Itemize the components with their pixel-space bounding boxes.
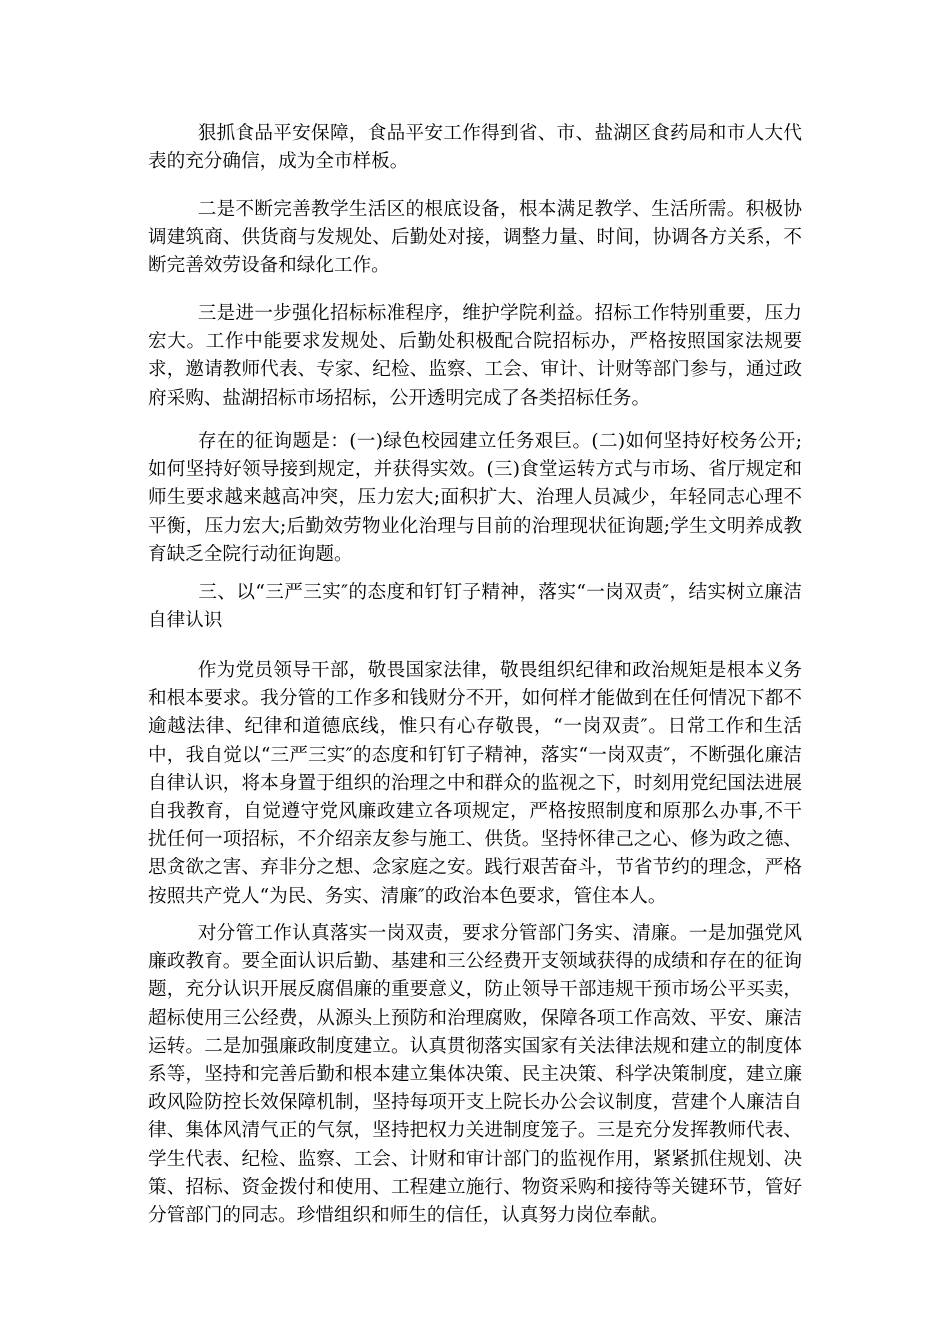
paragraph-food-safety: 狠抓食品平安保障，食品平安工作得到省、市、盐湖区食药局和市人大代表的充分确信，成为全市样板。 bbox=[148, 123, 802, 173]
paragraph-facilities: 二是不断完善教学生活区的根底设备，根本满足教学、生活所需。积极协调建筑商、供货商与发规处、后勤处对接，调整力量、时间，协调各方关系，不断完善效劳设备和绿化工作。 bbox=[148, 199, 802, 277]
paragraph-self-discipline: 作为党员领导干部，敬畏国家法律，敬畏组织纪律和政治规矩是根本义务和根本要求。我分管的工作多和钱财分不开，如何样才能做到在任何情况下都不逾越法律、纪律和道德底线，惟只有心存敬畏，“一岗双责″。日常工作和生活中，我自觉以“三严三实″的态度和钉钉子精神，落实“一岗双责″，不断强化廉洁自律认识，将本身置于组织的治理之中和群众的监视之下，时刻用党纪国法进展自我教育，自觉遵守党风廉政建立各项规定，严格按照制度和原那么办事,不干扰任何一项招标，不介绍亲友参与施工、供货。坚持怀律己之心、修为政之德、思贪欲之害、弃非分之想、念家庭之安。践行艰苦奋斗，节省节约的理念，严格按照共产党人“为民、务实、清廉″的政治本色要求，管住本人。 bbox=[148, 660, 802, 907]
paragraph-dual-responsibility: 对分管工作认真落实一岗双责，要求分管部门务实、清廉。一是加强党风廉政教育。要全面认识后勤、基建和三公经费开支领域获得的成绩和存在的征询题，充分认识开展反腐倡廉的重要意义，防止领导干部违规干预市场公平买卖，超标使用三公经费，从源头上预防和治理腐败，保障各项工作高效、平安、廉洁运转。二是加强廉政制度建立。认真贯彻落实国家有关法律法规和建立的制度体系等，坚持和完善后勤和根本建立集体决策、民主决策、科学决策制度，建立廉政风险防控长效保障机制，坚持每项开支上院长办公会议制度，营建个人廉洁自律、集体风清气正的气氛，坚持把权力关进制度笼子。三是充分发挥教师代表、学生代表、纪检、监察、工会、计财和审计部门的监视作用，紧紧抓住规划、决策、招标、资金拨付和使用、工程建立施行、物资采购和接待等关键环节，管好分管部门的同志。珍惜组织和师生的信任，认真努力岗位奉献。 bbox=[148, 923, 802, 1227]
paragraph-problems: 存在的征询题是：(一)绿色校园建立任务艰巨。(二)如何坚持好校务公开;如何坚持好领导接到规定，并获得实效。(三)食堂运转方式与市场、省厅规定和师生要求越来越高冲突，压力宏大;面积扩大、治理人员减少，年轻同志心理不平衡，压力宏大;后勤效劳物业化治理与目前的治理现状征询题;学生文明养成教育缺乏全院行动征询题。 bbox=[148, 431, 802, 565]
paragraph-bidding: 三是进一步强化招标标准程序，维护学院利益。招标工作特别重要，压力宏大。工作中能要求发规处、后勤处积极配合院招标办，严格按照国家法规要求，邀请教师代表、专家、纪检、监察、工会、审计、计财等部门参与，通过政府采购、盐湖招标市场招标，公开透明完成了各类招标任务。 bbox=[148, 303, 802, 409]
section-heading-three: 三、以“三严三实″的态度和钉钉子精神，落实“一岗双责″，结实树立廉洁自律认识 bbox=[148, 582, 802, 632]
